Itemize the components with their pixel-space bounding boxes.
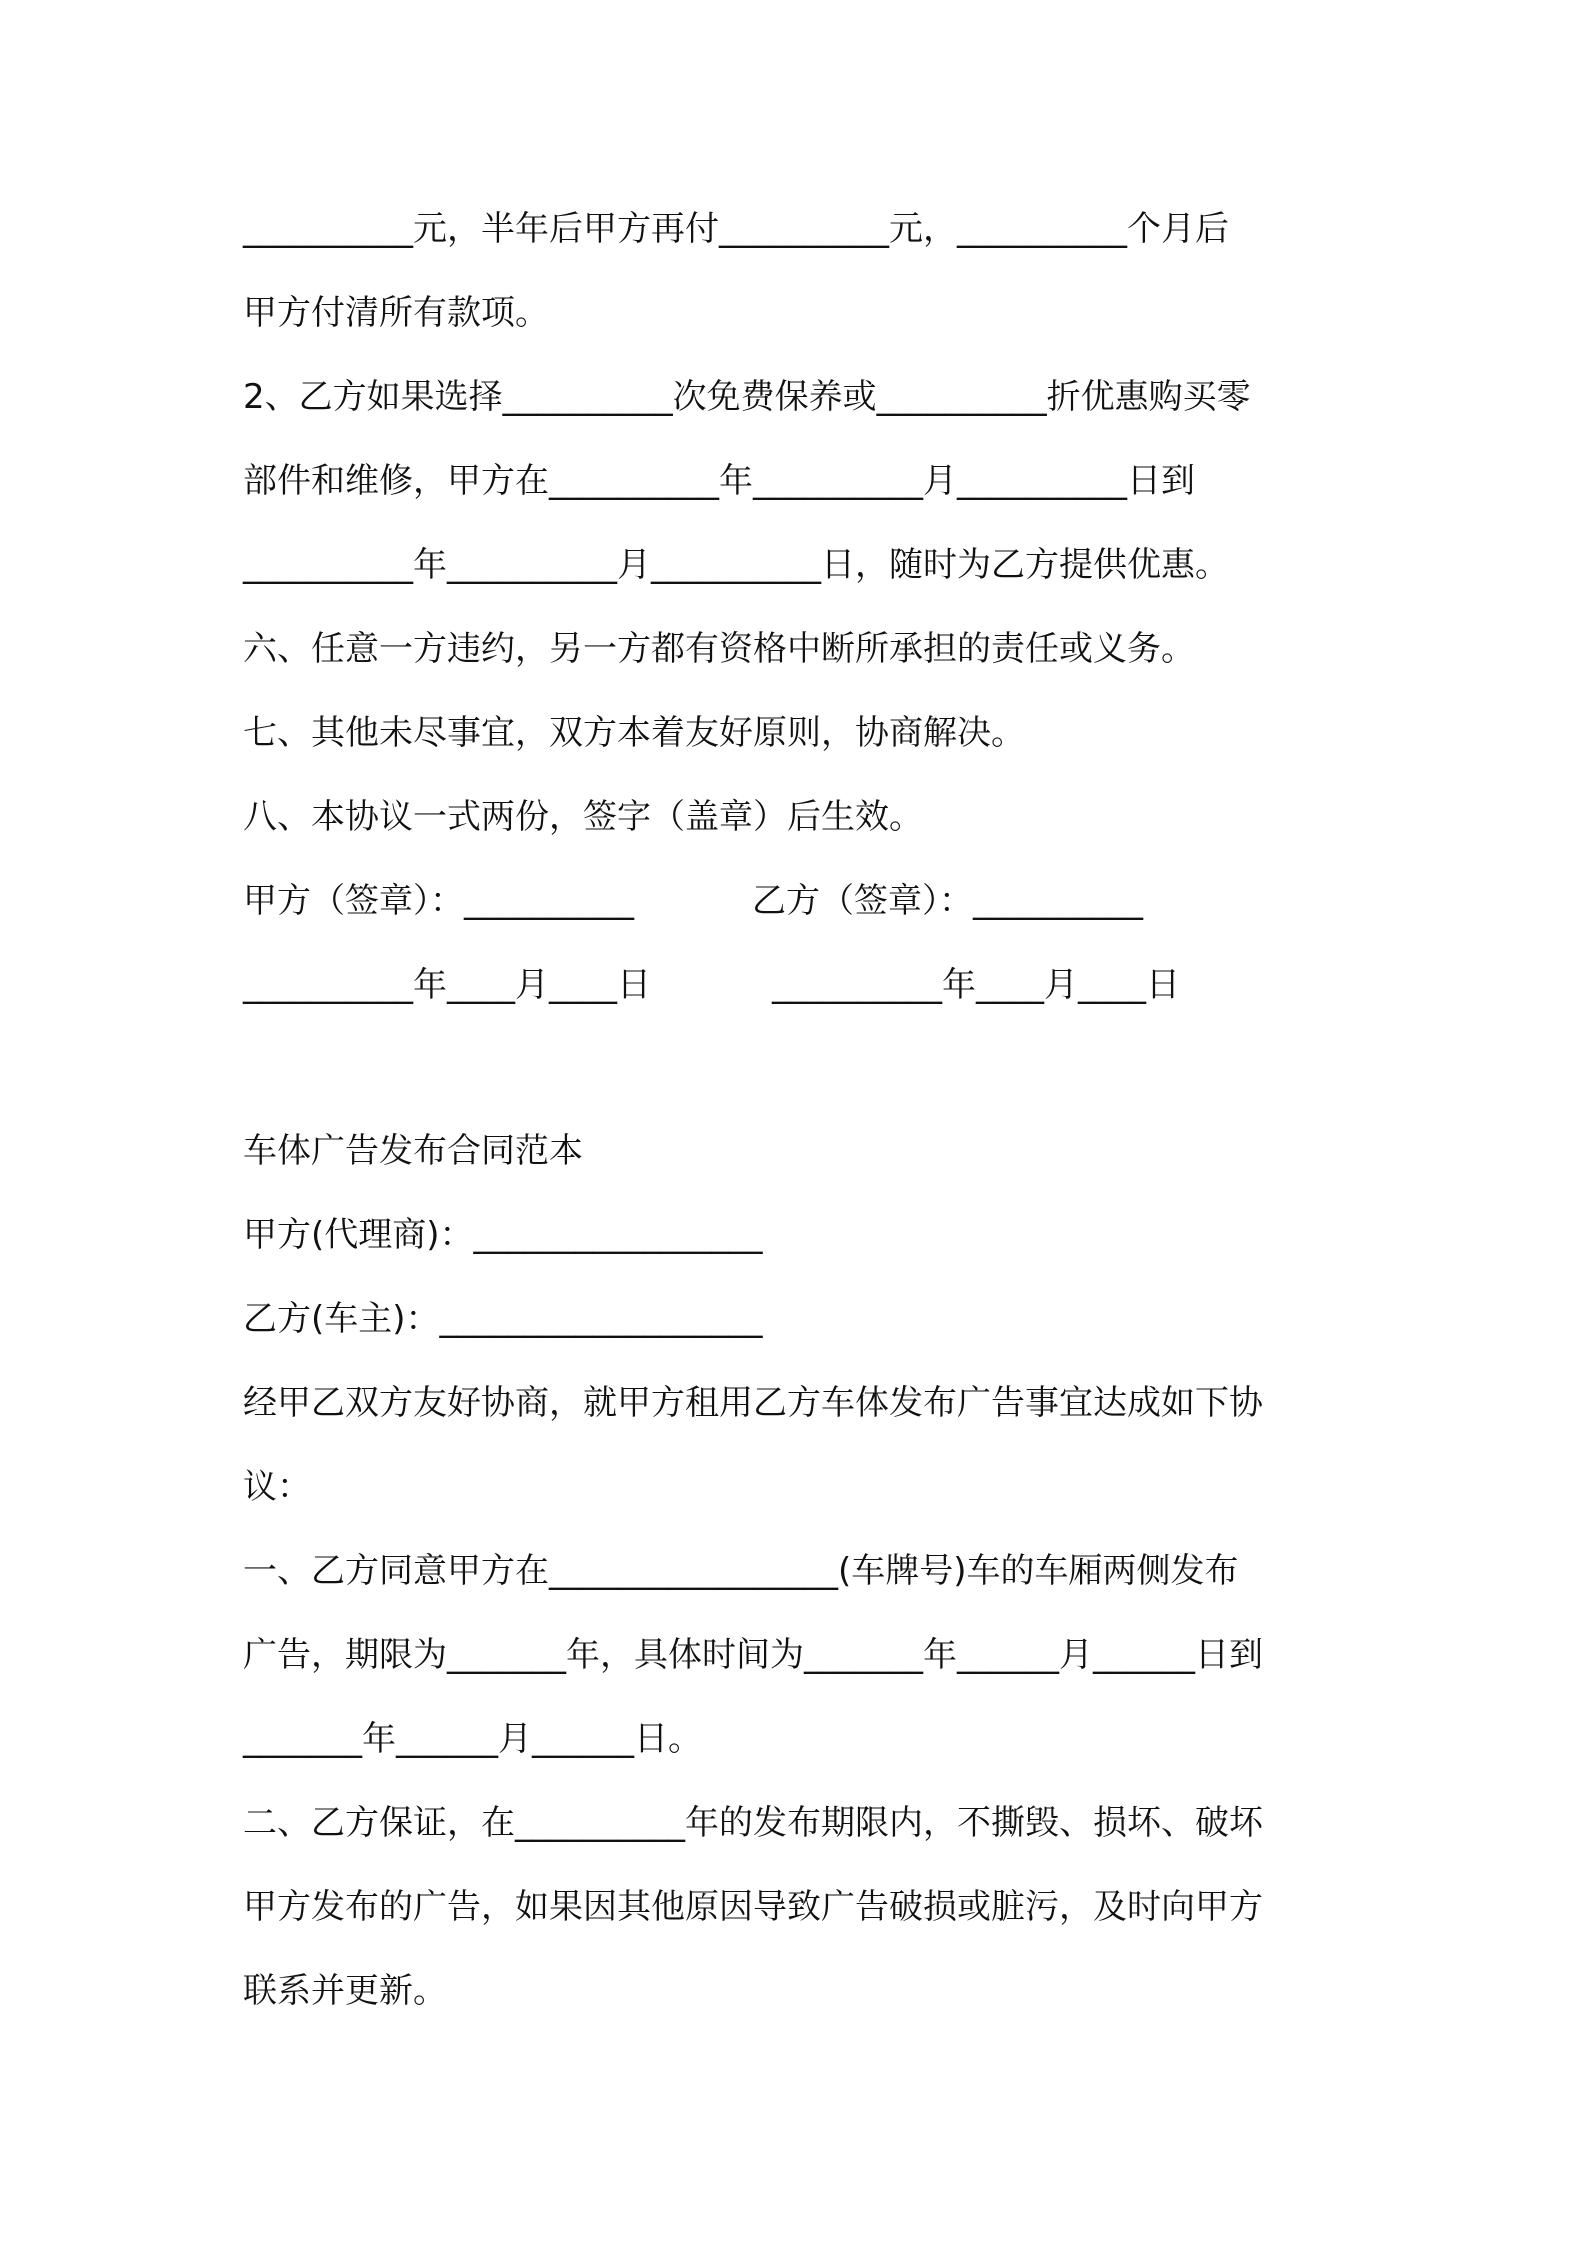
clause-eight: 八、本协议一式两份，签字（盖章）后生效。 [243, 797, 923, 837]
maintenance-clause-line: 2、乙方如果选择__________次免费保养或__________折优惠购买零 [243, 377, 1251, 417]
preamble-line: 经甲乙双方友好协商，就甲方租用乙方车体发布广告事宜达成如下协 [243, 1383, 1263, 1423]
clause-two-line: 甲方发布的广告，如果因其他原因导致广告破损或脏污，及时向甲方 [243, 1887, 1263, 1927]
party-a-agent-line: 甲方(代理商)：_________________ [243, 1215, 763, 1255]
clause-one-line: 一、乙方同意甲方在_________________(车牌号)车的车厢两侧发布 [243, 1551, 1239, 1591]
clause-one-line: 广告，期限为_______年，具体时间为_______年______月______日到 [243, 1635, 1263, 1675]
maintenance-clause-line: __________年__________月__________日，随时为乙方提供优惠。 [243, 545, 1229, 585]
clause-two-line: 二、乙方保证，在__________年的发布期限内，不撕毁、损坏、破坏 [243, 1803, 1263, 1843]
preamble-line: 议： [243, 1467, 311, 1507]
contract-title: 车体广告发布合同范本 [243, 1131, 583, 1171]
party-b-date: __________年____月____日 [772, 965, 1180, 1005]
party-b-owner-line: 乙方(车主)：___________________ [243, 1299, 763, 1339]
clause-one-line: _______年______月______日。 [243, 1719, 702, 1759]
clause-seven: 七、其他未尽事宜，双方本着友好原则，协商解决。 [243, 713, 1025, 753]
party-b-signature: 乙方（签章）：__________ [752, 881, 1143, 921]
maintenance-clause-line: 部件和维修，甲方在__________年__________月__________日到 [243, 461, 1195, 501]
party-a-signature: 甲方（签章）：__________ [243, 881, 634, 921]
clause-two-line: 联系并更新。 [243, 1971, 447, 2011]
payment-clause-line: 甲方付清所有款项。 [243, 293, 549, 333]
payment-clause-line: __________元，半年后甲方再付__________元，__________个月后 [243, 209, 1229, 249]
clause-six: 六、任意一方违约，另一方都有资格中断所承担的责任或义务。 [243, 629, 1195, 669]
party-a-date: __________年____月____日 [243, 965, 651, 1005]
